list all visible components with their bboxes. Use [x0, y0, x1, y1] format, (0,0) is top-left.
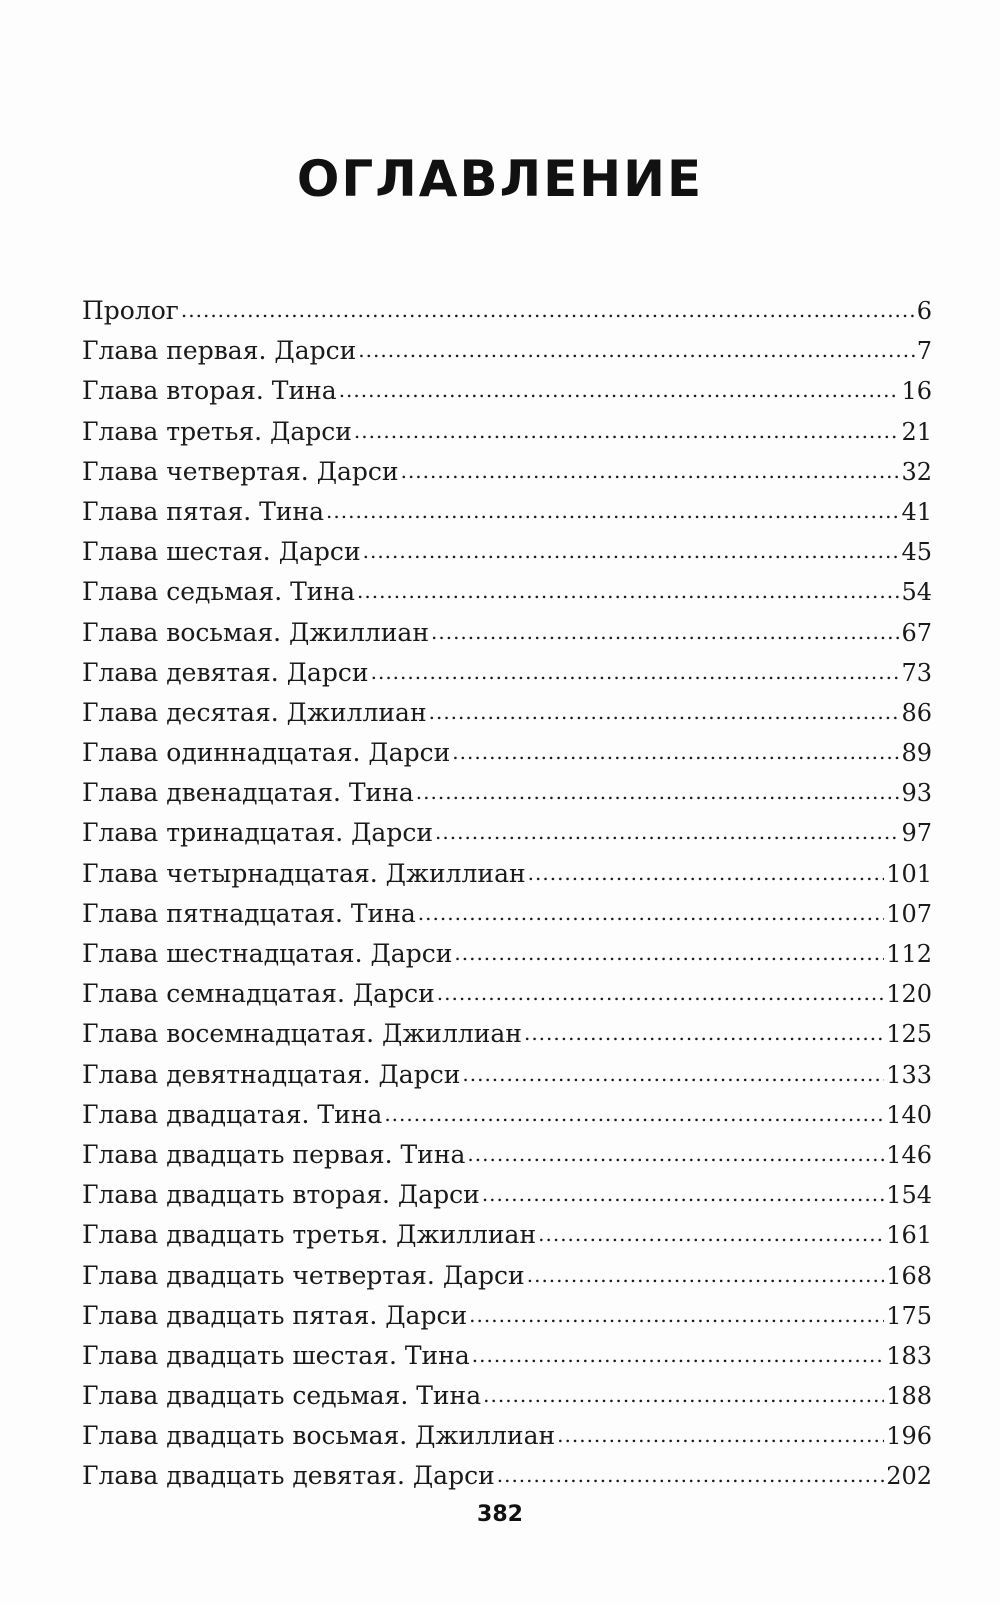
toc-entry [82, 658, 932, 698]
toc-entry [82, 1220, 932, 1260]
toc-entry-title: Глава двадцать седьмая. Тина [82, 1381, 482, 1411]
toc-entry-title: Глава тринадцатая. Дарси [82, 818, 434, 848]
toc-entry-page: 89 [901, 739, 932, 768]
toc-leader-dots [401, 459, 900, 483]
toc-entry-page: 112 [886, 940, 932, 968]
toc-entry-page: 6 [916, 297, 932, 325]
toc-leader-dots [483, 1383, 884, 1407]
toc-entry [82, 1341, 932, 1381]
toc-leader-dots [462, 1062, 884, 1086]
toc-entry-title: Глава двадцать третья. Джиллиан [82, 1220, 537, 1250]
toc-entry-title: Глава одиннадцатая. Дарси [82, 738, 451, 768]
toc-entry-page: 32 [901, 457, 932, 486]
toc-entry [82, 417, 932, 457]
toc-entry-page: 7 [916, 337, 932, 366]
toc-leader-dots [363, 539, 900, 563]
toc-leader-dots [416, 780, 900, 804]
toc-entry [82, 1461, 932, 1501]
page-title: ОГЛАВЛЕНИЕ [296, 150, 704, 208]
toc-entry [82, 778, 932, 818]
toc-entry-title: Глава седьмая. Тина [82, 577, 355, 607]
toc-entry-title: Глава десятая. Джиллиан [82, 697, 427, 727]
toc-entry-title: Глава двадцать первая. Тина [82, 1139, 466, 1169]
toc-entry-title: Глава пятнадцатая. Тина [82, 898, 416, 928]
toc-leader-dots [469, 1303, 884, 1327]
toc-entry [82, 376, 932, 416]
toc-leader-dots [357, 579, 899, 603]
toc-entry-page: 175 [886, 1301, 932, 1330]
toc-entry-title: Глава восемнадцатая. Джиллиан [82, 1019, 522, 1049]
toc-entry-title: Глава девятая. Дарси [82, 657, 369, 687]
toc-leader-dots [384, 1102, 884, 1126]
toc-entry [82, 899, 932, 939]
toc-leader-dots [418, 901, 884, 925]
toc-entry-title: Глава шестая. Дарси [82, 537, 361, 567]
toc-entry [82, 698, 932, 738]
toc-entry-title: Глава двадцать пятая. Дарси [82, 1300, 468, 1330]
toc-leader-dots [437, 981, 884, 1005]
toc-leader-dots [527, 1263, 884, 1287]
toc-entry-title: Глава первая. Дарси [82, 336, 357, 366]
toc-entry [82, 457, 932, 497]
toc-leader-dots [524, 1021, 884, 1045]
toc-entry-title: Глава шестнадцатая. Дарси [82, 939, 453, 968]
toc-entry-title: Глава двадцать шестая. Тина [82, 1340, 470, 1370]
toc-entry-title: Глава вторая. Тина [82, 376, 337, 406]
toc-entry-page: 93 [901, 779, 932, 808]
toc-entry [82, 618, 932, 658]
toc-leader-dots [431, 620, 899, 644]
toc-entry [82, 1301, 932, 1341]
toc-entry-title: Глава семнадцатая. Дарси [82, 979, 435, 1009]
toc-leader-dots [358, 338, 914, 362]
toc-entry-title: Глава двадцать вторая. Дарси [82, 1180, 480, 1210]
toc-entry-page: 188 [886, 1382, 932, 1411]
toc-leader-dots [354, 419, 900, 443]
toc-entry-page: 101 [886, 859, 932, 888]
toc-leader-dots [472, 1343, 884, 1367]
toc-entry [82, 1261, 932, 1301]
toc-entry-page: 120 [886, 980, 932, 1009]
toc-leader-dots [435, 820, 899, 844]
toc-entry-page: 97 [901, 819, 932, 848]
toc-entry [82, 859, 932, 899]
toc-entry-title: Пролог [82, 296, 179, 325]
toc-leader-dots [339, 378, 900, 402]
toc-entry-page: 73 [901, 658, 932, 687]
toc-entry [82, 336, 932, 376]
toc-entry-title: Глава восьмая. Джиллиан [82, 617, 429, 647]
toc-entry [82, 1180, 932, 1220]
toc-entry [82, 296, 932, 336]
toc-entry-title: Глава третья. Дарси [82, 416, 352, 446]
toc-leader-dots [538, 1222, 884, 1246]
toc-entry-title: Глава четвертая. Дарси [82, 456, 399, 486]
toc-entry [82, 1140, 932, 1180]
toc-entry-page: 183 [886, 1341, 932, 1370]
toc-entry-page: 21 [901, 417, 932, 446]
toc-entry-page: 161 [886, 1221, 932, 1250]
toc-leader-dots [497, 1463, 884, 1487]
toc-entry-page: 45 [901, 538, 932, 567]
toc-entry-page: 133 [886, 1060, 932, 1089]
toc-entry-page: 140 [886, 1100, 932, 1129]
table-of-contents [82, 296, 932, 1502]
toc-leader-dots [452, 740, 899, 764]
toc-entry [82, 1381, 932, 1421]
toc-leader-dots [326, 499, 899, 523]
toc-leader-dots [528, 861, 885, 885]
toc-entry [82, 979, 932, 1019]
toc-entry-page: 168 [886, 1261, 932, 1290]
toc-entry-title: Глава пятая. Тина [82, 496, 325, 526]
toc-entry-page: 67 [901, 618, 932, 647]
toc-leader-dots [181, 298, 915, 322]
toc-leader-dots [557, 1423, 884, 1447]
toc-entry-title: Глава двадцатая. Тина [82, 1099, 383, 1129]
toc-entry [82, 818, 932, 858]
toc-entry [82, 497, 932, 537]
toc-entry [82, 1019, 932, 1059]
toc-leader-dots [482, 1182, 884, 1206]
toc-entry-page: 54 [901, 578, 932, 607]
toc-entry-page: 146 [886, 1140, 932, 1169]
toc-entry-title: Глава четырнадцатая. Джиллиан [82, 858, 526, 888]
toc-leader-dots [467, 1142, 884, 1166]
toc-entry-title: Глава двадцать четвертая. Дарси [82, 1260, 525, 1290]
toc-entry [82, 537, 932, 577]
toc-leader-dots [429, 700, 900, 724]
toc-entry-page: 125 [886, 1020, 932, 1049]
page-number: 382 [477, 1502, 523, 1527]
toc-entry-page: 202 [886, 1462, 932, 1491]
toc-entry-title: Глава двадцать восьмая. Джиллиан [82, 1421, 556, 1451]
toc-entry [82, 738, 932, 778]
toc-leader-dots [454, 941, 884, 965]
toc-entry-page: 16 [901, 377, 932, 406]
toc-leader-dots [371, 660, 900, 684]
toc-entry [82, 939, 932, 979]
toc-entry [82, 1060, 932, 1100]
toc-entry-page: 154 [886, 1181, 932, 1210]
toc-entry [82, 1421, 932, 1461]
toc-entry-title: Глава девятнадцатая. Дарси [82, 1059, 461, 1089]
toc-entry [82, 577, 932, 617]
toc-entry-title: Глава двадцать девятая. Дарси [82, 1461, 495, 1491]
toc-entry-title: Глава двенадцатая. Тина [82, 778, 414, 808]
toc-entry-page: 196 [886, 1422, 932, 1451]
toc-entry-page: 107 [886, 899, 932, 928]
toc-entry [82, 1100, 932, 1140]
toc-entry-page: 86 [901, 698, 932, 727]
toc-entry-page: 41 [901, 497, 932, 526]
